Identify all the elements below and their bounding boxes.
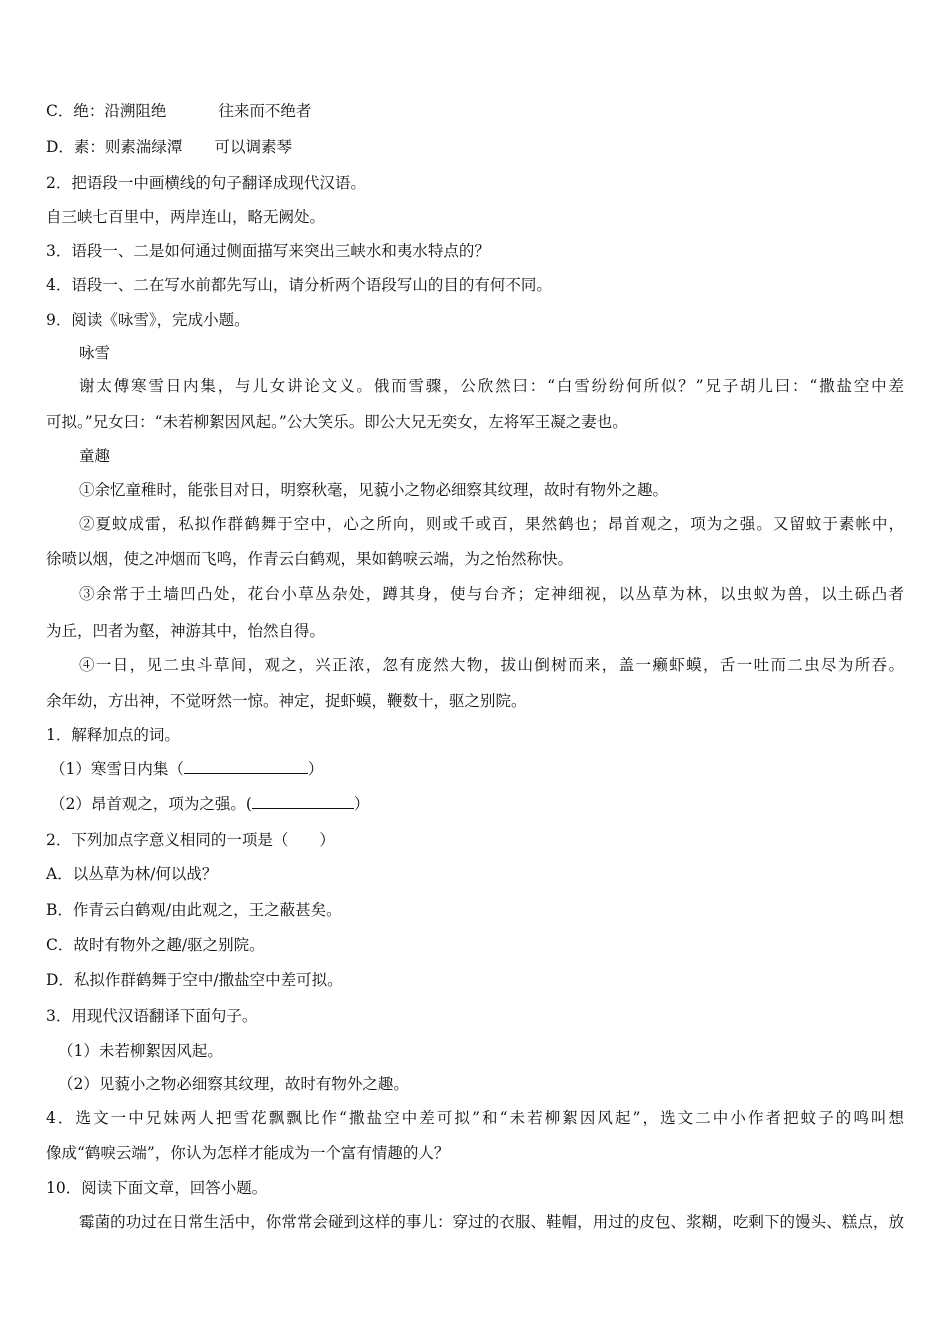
question-9-4-line1: 4．选文一中兄妹两人把雪花飘飘比作“撒盐空中差可拟”和“未若柳絮因风起”，选文二中小作者把蚊子的鸣叫想: [46, 1109, 904, 1127]
question-9-1-2-end: ）: [353, 795, 370, 813]
question-9-1-1-text: （1）寒雪日内集（: [50, 760, 184, 778]
question-8-2: 2．把语段一中画横线的句子翻译成现代汉语。: [46, 174, 366, 192]
option-c-example: 往来而不绝者: [218, 102, 312, 120]
text2-para4-line1: ④一日，见二虫斗草间，观之，兴正浓，忽有庞然大物，拔山倒树而来，盖一癞虾蟆，舌一吐而二虫尽为所吞。: [79, 656, 904, 674]
question-9-4-line2: 像成“鹤唳云端”，你认为怎样才能成为一个富有情趣的人？: [46, 1144, 450, 1162]
text2-para2-line2: 徐喷以烟，使之冲烟而飞鸣，作青云白鹤观，果如鹤唳云端，为之怡然称快。: [46, 550, 574, 568]
question-9-1-1: [50, 759, 323, 779]
question-8-3: 3．语段一、二是如何通过侧面描写来突出三峡水和夷水特点的？: [46, 242, 490, 260]
answer-blank-1[interactable]: [184, 759, 308, 774]
question-9-3-1: （1）未若柳絮因风起。: [58, 1042, 223, 1060]
question-9-3-2: （2）见藐小之物必细察其纹理，故时有物外之趣。: [58, 1075, 409, 1093]
option-d-example: 可以调素琴: [214, 138, 292, 156]
text2-para3-line2: 为丘，凹者为壑，神游其中，怡然自得。: [46, 622, 326, 640]
answer-blank-2[interactable]: [252, 794, 354, 809]
text2-para1: ①余忆童稚时，能张目对日，明察秋毫，见藐小之物必细察其纹理，故时有物外之趣。: [79, 481, 669, 499]
question-9-title: 9．阅读《咏雪》，完成小题。: [46, 311, 250, 329]
question-9-1-2: [50, 794, 369, 814]
question-10-line1: 霉菌的功过在日常生活中，你常常会碰到这样的事儿：穿过的衣服、鞋帽，用过的皮包、浆糊，吃剩下的馒头、糕点，放: [79, 1213, 904, 1231]
question-8-2-sentence: 自三峡七百里中，两岸连山，略无阙处。: [46, 208, 326, 226]
question-9-2: 2．下列加点字意义相同的一项是（ ）: [46, 831, 335, 849]
question-9-2-option-d: D．私拟作群鹤舞于空中/撒盐空中差可拟。: [46, 971, 343, 989]
question-9-2-option-b: B．作青云白鹤观/由此观之，王之蔽甚矣。: [46, 901, 342, 919]
question-10-title: 10．阅读下面文章，回答小题。: [46, 1179, 268, 1197]
text2-para3-line1: ③余常于土墙凹凸处，花台小草丛杂处，蹲其身，使与台齐；定神细视，以丛草为林，以虫蚁为兽，以土砾凸者: [79, 585, 904, 603]
option-d: [46, 137, 292, 157]
question-8-4: 4．语段一、二在写水前都先写山，请分析两个语段写山的目的有何不同。: [46, 276, 552, 294]
question-9-1-1-end: ）: [307, 760, 324, 778]
text1-line2: 可拟。”兄女曰：“未若柳絮因风起。”公大笑乐。即公大兄无奕女，左将军王凝之妻也。: [46, 413, 628, 431]
question-9-2-option-c: C．故时有物外之趣/驱之别院。: [46, 936, 265, 954]
question-9-2-option-a: A．以丛草为林/何以战？: [46, 865, 218, 883]
text2-title: 童趣: [79, 447, 111, 465]
option-c: [46, 101, 311, 121]
question-9-1-2-text: （2）昂首观之，项为之强。(: [50, 795, 252, 813]
question-9-1: 1．解释加点的词。: [46, 726, 180, 744]
text1-line1: 谢太傅寒雪日内集，与儿女讲论文义。俄而雪骤，公欣然曰：“白雪纷纷何所似？”兄子胡儿曰：“撒盐空中差: [79, 377, 904, 395]
text2-para4-line2: 余年幼，方出神，不觉呀然一惊。神定，捉虾蟆，鞭数十，驱之别院。: [46, 692, 527, 710]
question-9-3: 3．用现代汉语翻译下面句子。: [46, 1007, 258, 1025]
text2-para2-line1: ②夏蚊成雷，私拟作群鹤舞于空中，心之所向，则或千或百，果然鹤也；昂首观之，项为之强。又留蚊于素帐中，: [79, 515, 904, 533]
option-d-label: D．素：则素湍绿潭: [46, 138, 183, 156]
text1-title: 咏雪: [79, 344, 111, 362]
option-c-label: C．绝：沿溯阻绝: [46, 102, 167, 120]
